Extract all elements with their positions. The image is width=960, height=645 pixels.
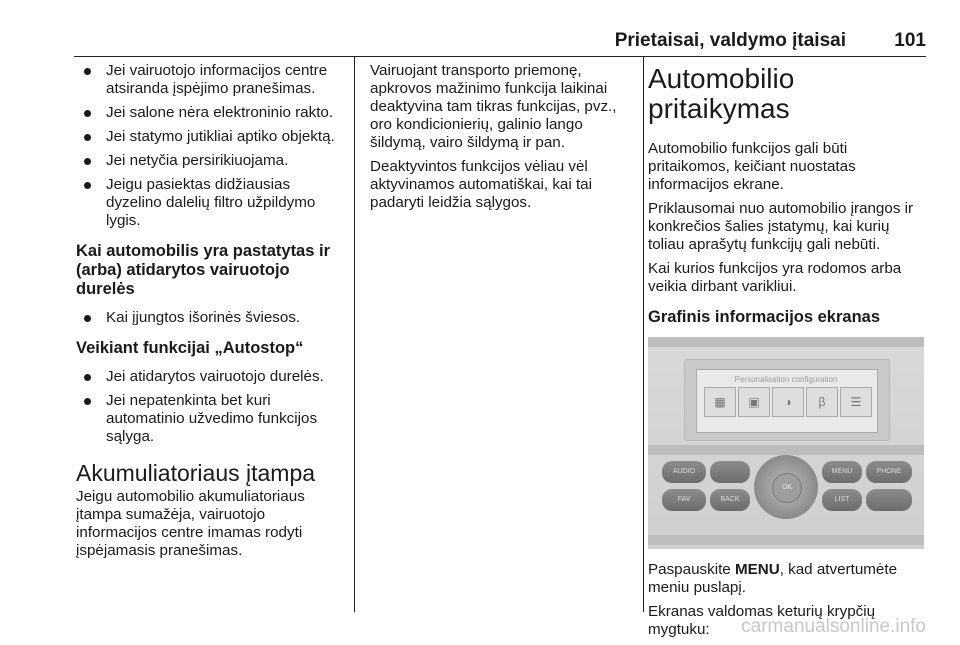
list-item: Jei netyčia persirikiuojama. xyxy=(76,152,348,170)
screen-title: Personalisation configuration xyxy=(734,375,838,384)
paragraph-load-reduction: Vairuojant transporto priemonę, apkrovos mažinimo funkcija laikinai deaktyvina tam tikras funkcijas, pvz., oro kondicionierių, galinio lango šildymą, vairo šildymą ir pan. xyxy=(370,62,617,151)
bullet-icon xyxy=(84,315,91,322)
page-header xyxy=(74,30,926,52)
list-item: Jei nepatenkinta bet kuri automatinio užvedimo funkcijos sąlyga. xyxy=(76,392,348,446)
ok-button: OK xyxy=(772,473,802,503)
audio-button: AUDIO xyxy=(662,461,706,483)
subheading-display: Grafinis informacijos ekranas xyxy=(648,308,881,326)
column-middle xyxy=(370,62,638,218)
page-number: 101 xyxy=(894,30,926,51)
car-settings-icon: ▦ xyxy=(704,387,736,417)
bullet-icon xyxy=(84,398,91,405)
panel-trim-top xyxy=(648,337,924,347)
settings-icon: ☰ xyxy=(840,387,872,417)
light-icon: ◑ xyxy=(772,387,804,417)
battery-paragraph: Jeigu automobilio akumuliatoriaus įtampa sumažėja, vairuotojo informacijos centre imamas rodyti įspėjamasis pranešimas. xyxy=(76,488,305,559)
column-divider-2 xyxy=(643,56,644,612)
bullet-list-autostop xyxy=(76,368,348,446)
bullet-icon xyxy=(84,110,91,117)
column-divider-1 xyxy=(354,56,355,612)
key-icon: ▣ xyxy=(738,387,770,417)
bullet-icon xyxy=(84,158,91,165)
panel-trim-middle xyxy=(648,445,924,455)
heading-parked: Kai automobilis yra pastatytas ir (arba) atidarytos vairuotojo durelės xyxy=(76,242,331,298)
watermark: carmanualsonline.info xyxy=(741,616,926,637)
bullet-list-warnings xyxy=(76,62,348,230)
control-panel-illustration xyxy=(648,337,924,549)
tp-button xyxy=(866,489,912,511)
heading-autostop: Veikiant funkcijai „Autostop“ xyxy=(76,339,304,357)
heading-battery: Akumuliatoriaus įtampa xyxy=(76,460,316,486)
column-right xyxy=(648,62,928,645)
list-item: Jeigu pasiektas didžiausias dyzelino dalelių filtro užpildymo lygis. xyxy=(76,176,348,230)
menu-keyword: MENU xyxy=(734,561,780,578)
paragraph-menu: Paspauskite MENU, kad atvertumėte meniu puslapį. xyxy=(648,561,898,596)
paragraph-reactivation: Deaktyvintos funkcijos vėliau vėl aktyvinamos automatiškai, kai tai padaryti leidžia sąlygos. xyxy=(370,158,592,211)
list-item: Jei atidarytos vairuotojo durelės. xyxy=(76,368,348,386)
back-button: BACK xyxy=(710,489,750,511)
list-item: Jei salone nėra elektroninio rakto. xyxy=(76,104,348,122)
bullet-list-parked xyxy=(76,309,348,327)
running-title: Prietaisai, valdymo įtaisai xyxy=(614,30,846,51)
list-button: LIST xyxy=(822,489,862,511)
voice-button xyxy=(710,461,750,483)
list-item: Jei vairuotojo informacijos centre atsiranda įspėjimo pranešimas. xyxy=(76,62,348,98)
panel-trim-bottom xyxy=(648,535,924,545)
menu-button: MENU xyxy=(822,461,862,483)
header-rule xyxy=(74,56,926,57)
bullet-icon xyxy=(84,374,91,381)
paragraph-engine: Kai kurios funkcijos yra rodomos arba veikia dirbant varikliui. xyxy=(648,260,902,295)
bullet-icon xyxy=(84,68,91,75)
paragraph-customisation: Automobilio funkcijos gali būti pritaikomos, keičiant nuostatas informacijos ekrane. xyxy=(648,140,856,193)
paragraph-equipment: Priklausomai nuo automobilio įrangos ir konkrečios šalies įstatymų, kai kurių toliau aprašytų funkcijų gali nebūti. xyxy=(648,200,914,253)
fav-button: FAV xyxy=(662,489,706,511)
list-item: Kai įjungtos išorinės šviesos. xyxy=(76,309,348,327)
bluetooth-icon: β xyxy=(806,387,838,417)
section-title: Automobilio pritaikymas xyxy=(648,63,795,124)
bullet-icon xyxy=(84,134,91,141)
column-left xyxy=(76,62,348,566)
bullet-icon xyxy=(84,182,91,189)
paragraph-controller: Ekranas valdomas keturių krypčių mygtuku: xyxy=(648,603,876,638)
list-item: Jei statymo jutikliai aptiko objektą. xyxy=(76,128,348,146)
phone-button: PHONE xyxy=(866,461,912,483)
